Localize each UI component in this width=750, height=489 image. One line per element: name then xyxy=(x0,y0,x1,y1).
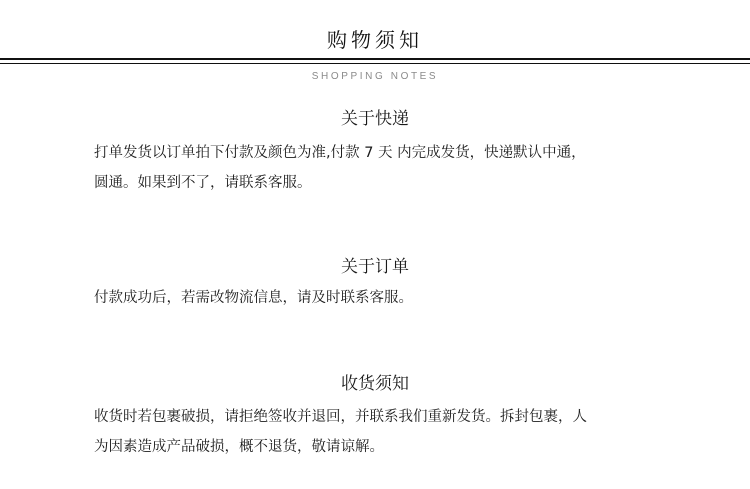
section-line: 打单发货以订单拍下付款及颜色为准,付款 7 天 内完成发货，快递默认中通， xyxy=(94,145,586,161)
section-line: 为因素造成产品破损，概不退货，敬请谅解。 xyxy=(94,439,384,455)
section-heading-order: 关于订单 xyxy=(341,257,409,277)
section-body-order xyxy=(94,283,664,313)
section-body-shipping xyxy=(94,138,664,198)
section-line: 付款成功后，若需改物流信息，请及时联系客服。 xyxy=(94,290,413,306)
section-heading-shipping: 关于快递 xyxy=(341,109,409,129)
section-heading-receipt: 收货须知 xyxy=(341,374,409,394)
section-body-receipt xyxy=(94,402,664,462)
header-divider-thin xyxy=(0,63,750,64)
page-subtitle: SHOPPING NOTES xyxy=(311,71,439,82)
page-title: 购物须知 xyxy=(327,28,423,52)
section-line: 收货时若包裹破损，请拒绝签收并退回，并联系我们重新发货。拆封包裹，人 xyxy=(94,409,587,425)
header-divider-thick xyxy=(0,58,750,60)
section-line: 圆通。如果到不了，请联系客服。 xyxy=(94,175,312,191)
